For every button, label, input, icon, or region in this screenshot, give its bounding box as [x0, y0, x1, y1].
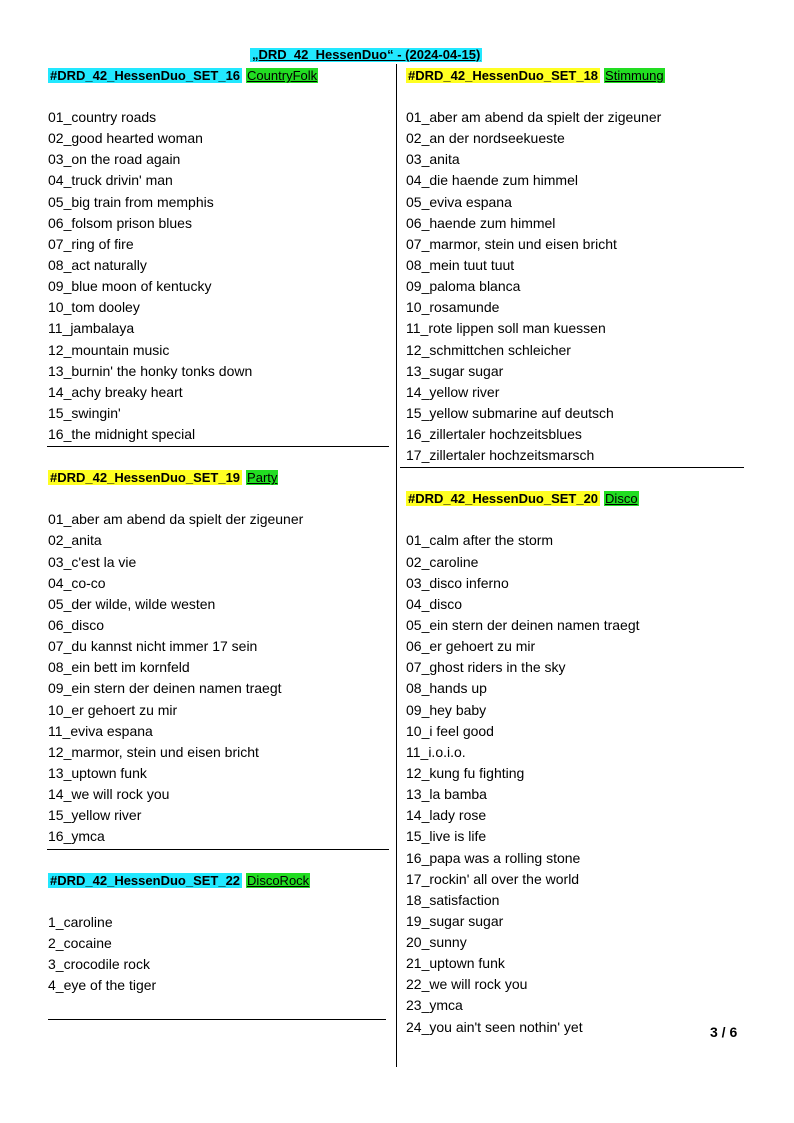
spacer	[48, 447, 390, 468]
song-item: 06_folsom prison blues	[48, 214, 192, 231]
song-item: 04_disco	[406, 595, 463, 612]
song-item: 11_rote lippen soll man kuessen	[406, 320, 606, 337]
song-item: 07_ring of fire	[48, 235, 134, 252]
set-22-genre: DiscoRock	[247, 872, 310, 888]
song-item: 08_ein bett im kornfeld	[48, 659, 190, 676]
song-item: 16_ymca	[48, 828, 105, 845]
song-item: 14_yellow river	[406, 383, 500, 400]
song-item: 1_caroline	[48, 913, 113, 930]
song-item: 19_sugar sugar	[406, 912, 504, 929]
song-item: 05_ein stern der deinen namen traegt	[406, 616, 640, 633]
song-item: 06_haende zum himmel	[406, 214, 556, 231]
song-item: 09_blue moon of kentucky	[48, 278, 212, 295]
song-item: 13_uptown funk	[48, 764, 147, 781]
song-item: 13_sugar sugar	[406, 362, 504, 379]
song-item: 01_aber am abend da spielt der zigeuner	[406, 109, 662, 125]
song-item: 16_the midnight special	[48, 426, 196, 443]
song-item: 07_du kannst nicht immer 17 sein	[48, 638, 258, 655]
song-item: 05_eviva espana	[406, 193, 512, 210]
song-item: 03_disco inferno	[406, 574, 509, 591]
set-18-song-list	[406, 107, 750, 466]
set-22-header	[48, 871, 390, 891]
song-item: 03_on the road again	[48, 151, 181, 168]
song-item: 17_rockin' all over the world	[406, 870, 580, 887]
set-18-header	[406, 66, 750, 86]
song-item: 21_uptown funk	[406, 955, 505, 972]
set-18-genre: Stimmung	[605, 68, 664, 83]
song-item: 12_schmittchen schleicher	[406, 341, 571, 358]
song-item: 01_country roads	[48, 109, 157, 125]
song-item: 12_mountain music	[48, 341, 170, 358]
set-16-name: #DRD_42_HessenDuo_SET_16	[50, 68, 241, 83]
song-item: 10_tom dooley	[48, 299, 140, 316]
song-item: 01_aber am abend da spielt der zigeuner	[48, 511, 304, 528]
spacer	[48, 86, 390, 107]
set-19-header	[48, 468, 390, 488]
document-title: „DRD_42_HessenDuo“ - (2024-04-15)	[252, 47, 481, 62]
song-item: 15_swingin'	[48, 404, 121, 421]
set-18-name: #DRD_42_HessenDuo_SET_18	[408, 68, 599, 83]
column-divider	[396, 64, 397, 1067]
song-item: 10_er gehoert zu mir	[48, 701, 178, 718]
set-20-name: #DRD_42_HessenDuo_SET_20	[408, 491, 599, 507]
spacer	[48, 891, 390, 912]
song-item: 08_act naturally	[48, 256, 147, 273]
spacer	[406, 86, 750, 107]
song-item: 05_der wilde, wilde westen	[48, 595, 216, 612]
song-item: 09_hey baby	[406, 701, 487, 718]
set-19-genre: Party	[247, 470, 278, 486]
song-item: 10_rosamunde	[406, 299, 500, 316]
song-item: 18_satisfaction	[406, 891, 500, 908]
song-item: 02_good hearted woman	[48, 130, 203, 147]
set-20-section	[406, 489, 750, 1037]
song-item: 06_disco	[48, 616, 105, 633]
song-item: 15_live is life	[406, 828, 487, 845]
song-item: 14_we will rock you	[48, 786, 170, 803]
song-item: 04_die haende zum himmel	[406, 172, 578, 189]
song-item: 06_er gehoert zu mir	[406, 638, 536, 655]
song-item: 03_anita	[406, 151, 460, 168]
spacer	[406, 468, 750, 489]
spacer	[406, 509, 750, 530]
left-column	[48, 66, 390, 996]
set-19-song-list	[48, 509, 390, 847]
spacer	[48, 850, 390, 871]
set-22-song-list	[48, 912, 390, 997]
song-item: 17_zillertaler hochzeitsmarsch	[406, 447, 595, 464]
song-item: 01_calm after the storm	[406, 532, 554, 549]
song-item: 02_an der nordseekueste	[406, 130, 565, 147]
song-item: 04_co-co	[48, 574, 106, 591]
song-item: 15_yellow river	[48, 807, 142, 824]
song-item: 14_achy breaky heart	[48, 383, 183, 400]
song-item: 02_anita	[48, 532, 102, 549]
song-item: 11_jambalaya	[48, 320, 135, 337]
song-item: 11_eviva espana	[48, 722, 153, 739]
set-18-section	[406, 66, 750, 468]
song-item: 05_big train from memphis	[48, 193, 214, 210]
song-item: 22_we will rock you	[406, 976, 528, 993]
song-item: 16_zillertaler hochzeitsblues	[406, 426, 582, 443]
song-item: 09_paloma blanca	[406, 278, 521, 295]
set-19-name: #DRD_42_HessenDuo_SET_19	[50, 470, 241, 486]
song-item: 07_ghost riders in the sky	[406, 659, 566, 676]
spacer	[48, 488, 390, 509]
song-item: 03_c'est la vie	[48, 553, 137, 570]
set-22-section	[48, 871, 390, 997]
set-16-song-list	[48, 107, 390, 445]
set-16-section	[48, 66, 390, 447]
song-item: 4_eye of the tiger	[48, 976, 157, 993]
set-20-genre: Disco	[605, 491, 638, 507]
song-item: 07_marmor, stein und eisen bricht	[406, 235, 617, 252]
song-item: 04_truck drivin' man	[48, 172, 173, 189]
song-item: 3_crocodile rock	[48, 955, 150, 972]
song-item: 09_ein stern der deinen namen traegt	[48, 680, 282, 697]
song-item: 14_lady rose	[406, 807, 487, 824]
set-20-header	[406, 489, 750, 509]
page-number: 3 / 6	[710, 1024, 738, 1040]
set-22-name: #DRD_42_HessenDuo_SET_22	[50, 872, 241, 888]
song-item: 16_papa was a rolling stone	[406, 849, 581, 866]
right-column	[406, 66, 750, 1038]
set-16-genre: CountryFolk	[247, 68, 318, 83]
song-item: 12_marmor, stein und eisen bricht	[48, 743, 259, 760]
song-item: 15_yellow submarine auf deutsch	[406, 404, 614, 421]
song-item: 20_sunny	[406, 934, 467, 951]
set-16-header	[48, 66, 390, 86]
song-item: 13_burnin' the honky tonks down	[48, 362, 253, 379]
set-divider	[48, 1019, 386, 1020]
song-item: 2_cocaine	[48, 934, 112, 951]
song-item: 02_caroline	[406, 553, 479, 570]
song-item: 13_la bamba	[406, 786, 487, 803]
song-item: 23_ymca	[406, 997, 463, 1014]
song-item: 08_hands up	[406, 680, 487, 697]
song-item: 11_i.o.i.o.	[406, 743, 466, 760]
song-item: 08_mein tuut tuut	[406, 256, 515, 273]
set-20-song-list	[406, 530, 750, 1037]
set-19-section	[48, 468, 390, 849]
song-item: 10_i feel good	[406, 722, 494, 739]
song-item: 24_you ain't seen nothin' yet	[406, 1018, 583, 1035]
song-item: 12_kung fu fighting	[406, 764, 525, 781]
